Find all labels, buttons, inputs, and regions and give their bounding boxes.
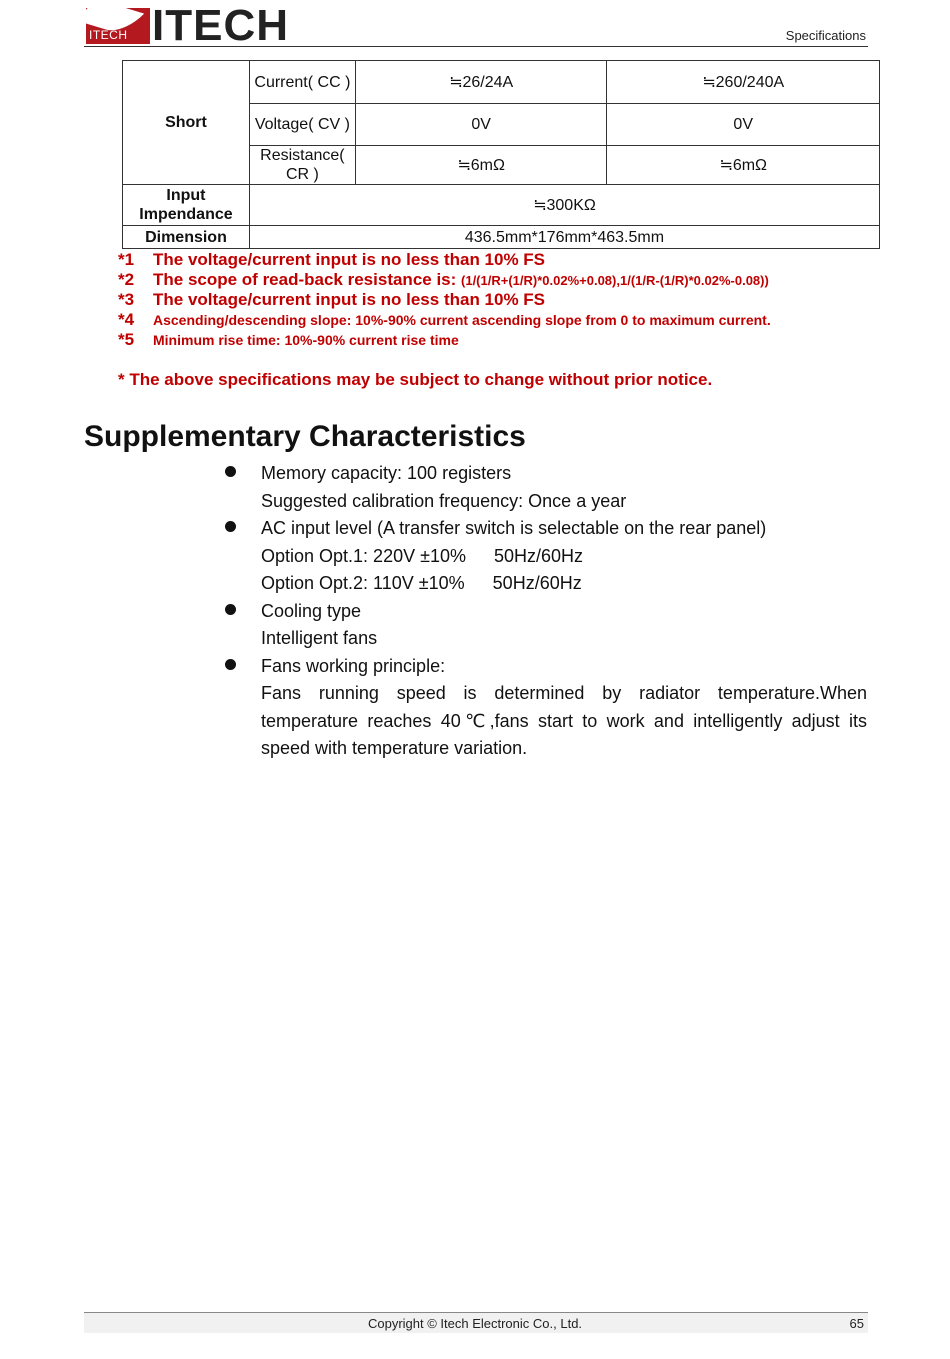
logo-mark bbox=[86, 8, 150, 44]
option-1-line bbox=[261, 543, 867, 571]
bullet-icon bbox=[225, 659, 236, 670]
list-item bbox=[225, 598, 867, 653]
dimension-value: 436.5mm*176mm*463.5mm bbox=[249, 226, 879, 249]
short-label: Short bbox=[123, 61, 250, 185]
footnote-5 bbox=[118, 330, 771, 350]
input-impedance-value: ≒300KΩ bbox=[249, 185, 879, 226]
logo-small-text: ITECH bbox=[89, 28, 128, 42]
footnote-formula: (1/(1/R+(1/R)*0.02%+0.08),1/(1/R-(1/R)*0.02%-0.08)) bbox=[461, 273, 769, 288]
list-item bbox=[225, 460, 867, 515]
item-heading: AC input level (A transfer switch is selectable on the rear panel) bbox=[261, 518, 767, 538]
footnote-text: The voltage/current input is no less than 10% FS bbox=[153, 250, 546, 269]
bullet-icon bbox=[225, 521, 236, 532]
resistance-cr-label bbox=[249, 146, 355, 185]
footnote-1 bbox=[118, 250, 771, 270]
dimension-label: Dimension bbox=[123, 226, 250, 249]
footnote-mark: *4 bbox=[118, 310, 135, 329]
characteristics-list bbox=[225, 460, 867, 763]
item-heading: Fans working principle: bbox=[261, 655, 446, 676]
table-row bbox=[123, 226, 880, 249]
bullet-icon bbox=[225, 466, 236, 477]
footnote-text: Ascending/descending slope: 10%-90% current ascending slope from 0 to maximum current. bbox=[153, 312, 771, 328]
itech-logo bbox=[86, 1, 289, 50]
option-2-frequency: 50Hz/60Hz bbox=[492, 573, 582, 593]
item-paragraph-line: Fans running speed is determined by radiator temperature.When bbox=[261, 683, 867, 703]
item-heading: Cooling type bbox=[261, 600, 362, 621]
list-item bbox=[225, 653, 867, 763]
resistance-cr-value-2: ≒6mΩ bbox=[607, 146, 880, 185]
input-label-line2: Impendance bbox=[139, 206, 233, 223]
page-number: 65 bbox=[849, 1316, 864, 1331]
item-paragraph-line: temperature reaches 40℃,fans start to work and intelligently adjust its bbox=[261, 710, 867, 731]
header-section-title: Specifications bbox=[785, 28, 866, 43]
item-detail: Intelligent fans bbox=[261, 628, 378, 648]
voltage-cv-value-1: 0V bbox=[355, 104, 607, 146]
footnote-text: Minimum rise time: 10%-90% current rise time bbox=[153, 332, 459, 348]
item-paragraph-line: speed with temperature variation. bbox=[261, 738, 528, 758]
item-detail: Suggested calibration frequency: Once a year bbox=[261, 490, 627, 511]
option-1-voltage: Option Opt.1: 220V ±10% bbox=[261, 545, 467, 566]
footnote-text: The voltage/current input is no less than 10% FS bbox=[153, 290, 546, 309]
header-divider bbox=[84, 46, 868, 47]
resistance-cr-value-1: ≒6mΩ bbox=[355, 146, 607, 185]
input-impedance-label bbox=[123, 185, 250, 226]
logo-wordmark: ITECH bbox=[152, 1, 289, 50]
item-heading: Memory capacity: 100 registers bbox=[261, 463, 512, 483]
footer-copyright: Copyright © Itech Electronic Co., Ltd. bbox=[367, 1316, 583, 1331]
bullet-icon bbox=[225, 604, 236, 615]
current-cc-label: Current( CC ) bbox=[249, 61, 355, 104]
table-row bbox=[123, 185, 880, 226]
footnote-4 bbox=[118, 310, 771, 330]
option-2-voltage: Option Opt.2: 110V ±10% bbox=[261, 573, 465, 593]
footnotes bbox=[118, 250, 771, 350]
option-2-line bbox=[261, 570, 867, 598]
input-label-line1: Input bbox=[166, 187, 206, 204]
voltage-cv-label: Voltage( CV ) bbox=[249, 104, 355, 146]
list-item bbox=[225, 515, 867, 598]
footnote-text: The scope of read-back resistance is: bbox=[153, 270, 462, 289]
footnote-mark: *5 bbox=[118, 330, 135, 349]
footnote-2 bbox=[118, 270, 771, 290]
change-notice: * The above specifications may be subject to change without prior notice. bbox=[118, 370, 713, 389]
section-title: Supplementary Characteristics bbox=[84, 420, 526, 453]
footnote-3 bbox=[118, 290, 771, 310]
table-row bbox=[123, 61, 880, 104]
current-cc-value-2: ≒260/240A bbox=[607, 61, 880, 104]
footnote-mark: *2 bbox=[118, 270, 135, 289]
option-1-frequency: 50Hz/60Hz bbox=[494, 545, 584, 566]
footnote-mark: *3 bbox=[118, 290, 135, 309]
spec-table bbox=[122, 60, 880, 249]
current-cc-value-1: ≒26/24A bbox=[355, 61, 607, 104]
footnote-mark: *1 bbox=[118, 250, 135, 269]
resistance-label-line1: Resistance( bbox=[260, 147, 345, 164]
resistance-label-line2: CR ) bbox=[285, 166, 319, 183]
voltage-cv-value-2: 0V bbox=[607, 104, 880, 146]
